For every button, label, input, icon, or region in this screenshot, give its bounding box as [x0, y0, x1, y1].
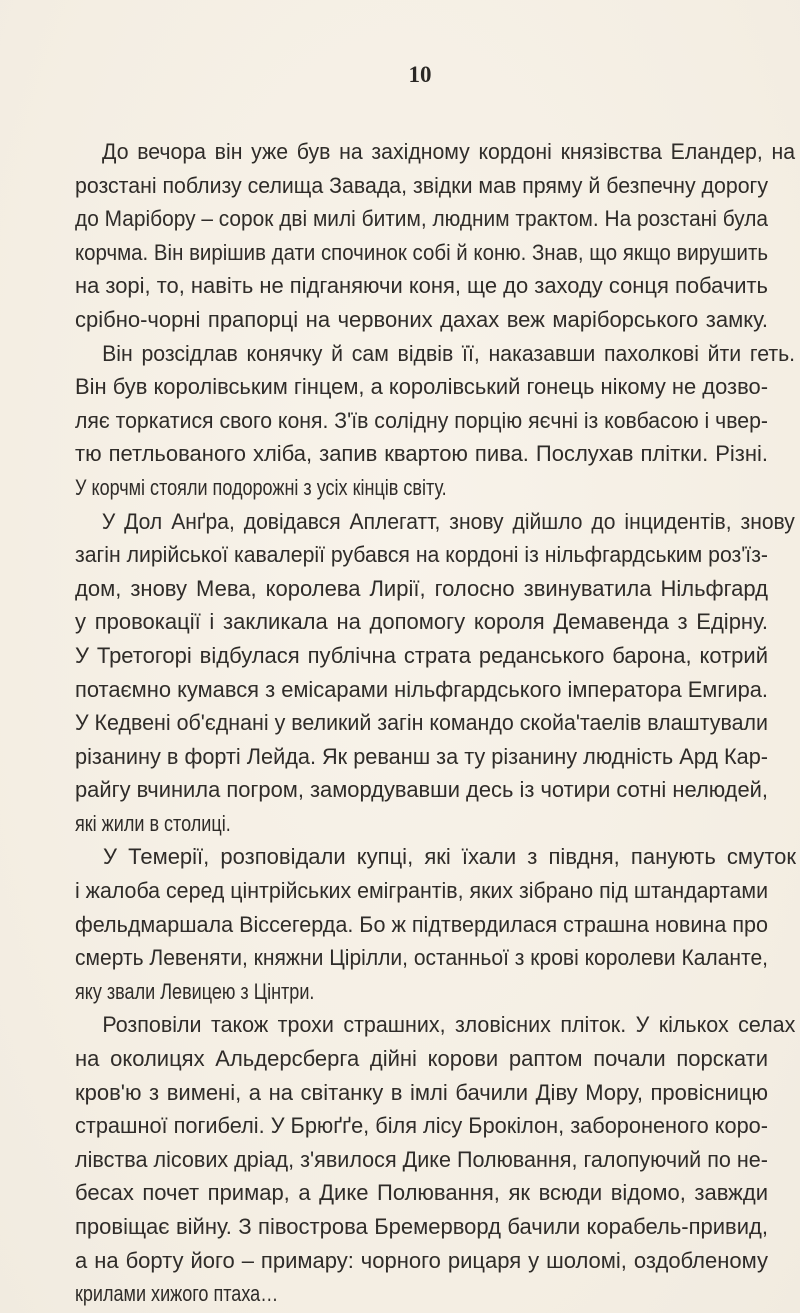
text-line: До вечора він уже був на західному кордоні князівства Еландер, на [102, 139, 796, 164]
text-line: бесах почет примар, а Дике Полювання, як всюди відомо, завжди [75, 1180, 768, 1206]
text-line: кров'ю з вимені, а на світанку в імлі бачили Діву Мору, провісницю [75, 1079, 768, 1105]
text-body [75, 135, 796, 1311]
text-line: смерть Левеняти, княжни Цірілли, останньої з крові королеви Каланте, [75, 945, 768, 971]
paragraph-2 [75, 337, 796, 505]
text-line: загін лирійської кавалерії рубався на кордоні із нільфгардським роз'їз- [75, 542, 768, 568]
text-line: Він розсідлав конячку й сам відвів її, наказавши пахолкові йти геть. [102, 340, 796, 366]
text-line: ляє торкатися свого коня. З'їв солідну порцію яєчні із ковбасою і чвер- [75, 407, 768, 433]
text-line: срібно-чорні прапорці на червоних дахах веж маріборського замку. [75, 306, 768, 332]
text-line: розстані поблизу селища Завада, звідки мав пряму й безпечну дорогу [75, 172, 768, 198]
text-line: тю петльованого хліба, запив квартою пива. Послухав плітки. Різні. [75, 441, 768, 467]
paragraph-5 [75, 1008, 796, 1310]
text-line: потаємно кумався з емісарами нільфгардського імператора Емгира. [75, 676, 768, 702]
text-line: у провокації і закликала на допомогу короля Демавенда з Едірну. [75, 609, 768, 635]
text-line: різанину в форті Лейда. Як реванш за ту різанину людність Ард Кар- [75, 743, 768, 769]
text-line: і жалоба серед цінтрійських емігрантів, яких зібрано під штандартами [75, 878, 768, 904]
text-line: які жили в столиці. [75, 810, 231, 836]
text-line: райгу вчинила погром, замордувавши десь із чотири сотні нелюдей, [75, 777, 768, 803]
text-line: У Дол Анґра, довідався Аплегатт, знову дійшло до інцидентів, знову [101, 508, 795, 534]
text-line: Він був королівським гінцем, а королівський гонець нікому не дозво- [75, 374, 768, 400]
text-line: на зорі, то, навіть не підганяючи коня, ще до заходу сонця побачить [75, 273, 768, 299]
text-line: У Темерії, розповідали купці, які їхали з півдня, панують смуток [103, 844, 796, 870]
text-line: лівства лісових дріад, з'явилося Дике Полювання, галопуючий по не- [75, 1146, 768, 1172]
paragraph-3 [75, 505, 795, 841]
text-line: Розповіли також трохи страшних, зловісних пліток. У кількох селах [102, 1012, 796, 1038]
paragraph-1 [75, 135, 796, 337]
text-line: яку звали Левицею з Цінтри. [75, 978, 315, 1004]
text-line: страшної погибелі. У Брюґґе, біля лісу Брокілон, забороненого коро- [75, 1113, 768, 1139]
text-line: а на борту його – примару: чорного рицаря у шоломі, оздобленому [75, 1247, 768, 1273]
text-line: корчма. Він вирішив дати спочинок собі й коню. Знав, що якщо вирушить [75, 239, 768, 265]
text-line: на околицях Альдерсберга дійні корови раптом почали порскати [75, 1046, 768, 1072]
text-line: крилами хижого птаха… [75, 1281, 279, 1307]
paragraph-4 [75, 840, 796, 1008]
text-line: провіщає війну. З півострова Бремерворд бачили корабель-привид, [75, 1214, 768, 1239]
page-number: 10 [408, 62, 432, 87]
text-line: У Кедвені об'єднані у великий загін командо скойа'таелів влаштували [75, 710, 768, 736]
text-line: У Третогорі відбулася публічна страта реданського барона, котрий [75, 642, 768, 668]
text-line: У корчмі стояли подорожні з усіх кінців світу. [75, 474, 447, 500]
text-line: дом, знову Мева, королева Лирії, голосно звинуватила Нільфгард [75, 575, 768, 601]
text-line: до Марібору – сорок дві милі битим, людним трактом. На розстані була [75, 206, 768, 232]
text-line: фельдмаршала Віссегерда. Бо ж підтвердилася страшна новина про [75, 911, 768, 937]
